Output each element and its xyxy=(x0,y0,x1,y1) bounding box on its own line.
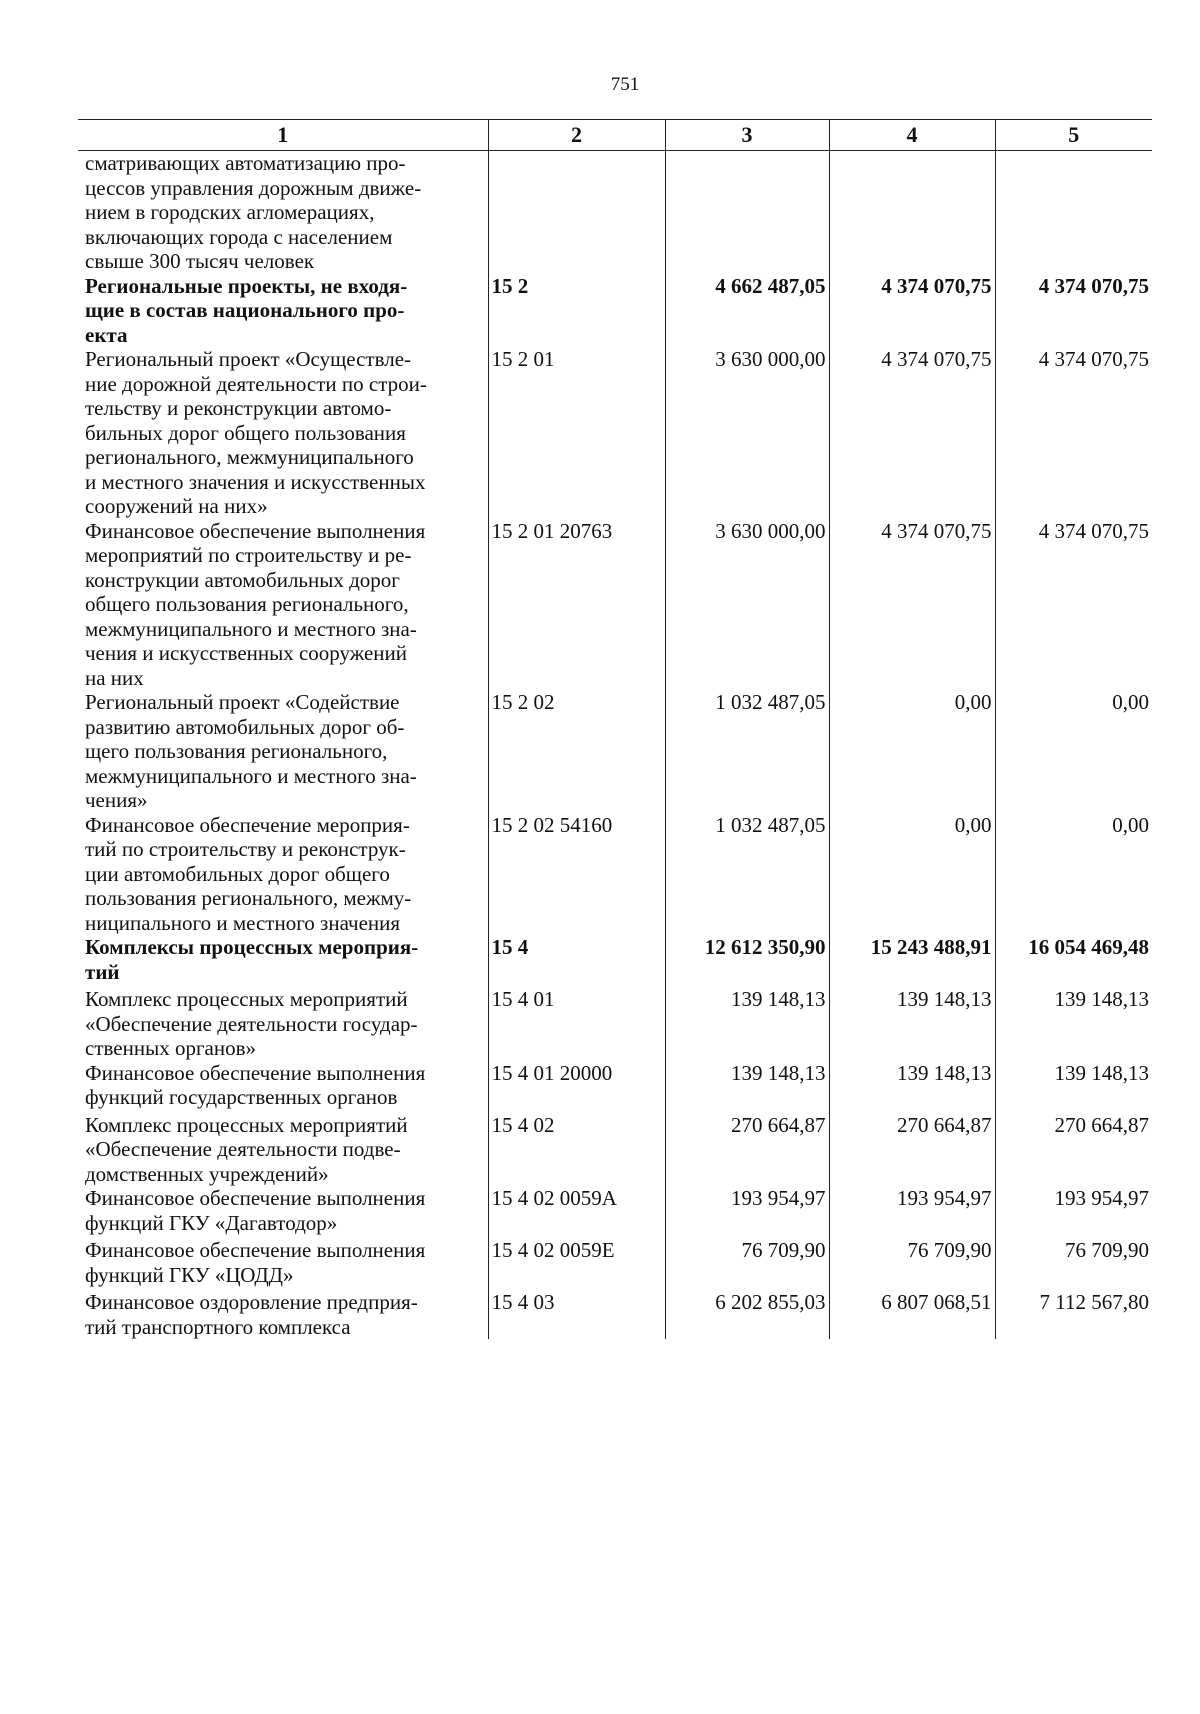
row-name-cell xyxy=(78,1186,488,1238)
table-row xyxy=(78,690,1152,813)
row-name-cell xyxy=(78,519,488,691)
table-row xyxy=(78,1113,1152,1187)
row-name-line: Финансовое обеспечение выполнения xyxy=(85,1186,426,1210)
row-name-line: тий по строительству и реконструк- xyxy=(85,837,406,861)
table-body xyxy=(78,151,1152,1340)
row-code-cell: 15 2 02 54160 xyxy=(488,813,665,936)
row-name-line: «Обеспечение деятельности подве- xyxy=(85,1137,401,1161)
table-row xyxy=(78,1186,1152,1238)
row-value-col4: 193 954,97 xyxy=(829,1186,995,1238)
row-name-line: функций ГКУ «ЦОДД» xyxy=(85,1262,294,1287)
row-code-cell: 15 4 01 20000 xyxy=(488,1061,665,1113)
row-name-line: конструкции автомобильных дорог xyxy=(85,567,400,592)
row-code-cell: 15 4 01 xyxy=(488,987,665,1061)
row-value-col3: 193 954,97 xyxy=(665,1186,829,1238)
row-name-line: Финансовое обеспечение выполнения xyxy=(85,1060,426,1085)
row-name-cell xyxy=(78,1061,488,1113)
row-value-col3 xyxy=(665,151,829,274)
row-value-col3: 270 664,87 xyxy=(665,1113,829,1187)
row-name-line: «Обеспечение деятельности государ- xyxy=(85,1011,418,1036)
row-name-line: пользования регионального, межму- xyxy=(85,886,412,910)
row-name-line: включающих города с населением xyxy=(85,224,393,249)
row-value-col5: 4 374 070,75 xyxy=(995,347,1152,519)
row-value-col4: 4 374 070,75 xyxy=(829,274,995,348)
row-name-line: регионального, межмуниципального xyxy=(85,445,414,469)
row-name-line: щего пользования регионального, xyxy=(85,739,388,763)
row-name-line: тельству и реконструкции автомо- xyxy=(85,396,392,420)
row-value-col5: 193 954,97 xyxy=(995,1186,1152,1238)
row-name-cell xyxy=(78,151,488,274)
row-value-col5: 7 112 567,80 xyxy=(995,1290,1152,1339)
row-code-cell: 15 4 xyxy=(488,935,665,987)
row-name-line: ственных органов» xyxy=(85,1036,257,1060)
row-name-line: домственных учреждений» xyxy=(85,1161,329,1186)
row-name-line: екта xyxy=(85,322,128,347)
row-code-cell xyxy=(488,151,665,274)
row-code-cell: 15 2 01 20763 xyxy=(488,519,665,691)
row-value-col3: 139 148,13 xyxy=(665,1061,829,1113)
row-name-line: щие в состав национального про- xyxy=(85,298,405,322)
row-value-col4: 4 374 070,75 xyxy=(829,347,995,519)
row-name-line: тий xyxy=(85,959,120,984)
row-name-line: межмуниципального и местного зна- xyxy=(85,763,417,788)
row-value-col3: 1 032 487,05 xyxy=(665,813,829,936)
row-value-col5: 139 148,13 xyxy=(995,987,1152,1061)
row-name-cell xyxy=(78,1238,488,1290)
row-value-col4: 139 148,13 xyxy=(829,1061,995,1113)
row-name-line: развитию автомобильных дорог об- xyxy=(85,714,405,739)
row-value-col3: 1 032 487,05 xyxy=(665,690,829,813)
column-header-2: 2 xyxy=(488,120,665,151)
row-value-col4: 76 709,90 xyxy=(829,1238,995,1290)
table-row xyxy=(78,1061,1152,1113)
row-value-col4: 0,00 xyxy=(829,690,995,813)
row-code-cell: 15 4 02 0059А xyxy=(488,1186,665,1238)
row-value-col3: 76 709,90 xyxy=(665,1238,829,1290)
column-header-4: 4 xyxy=(829,120,995,151)
table-row xyxy=(78,935,1152,987)
row-name-line: Региональный проект «Осуществле- xyxy=(85,347,412,371)
row-value-col5: 270 664,87 xyxy=(995,1113,1152,1187)
row-name-line: общего пользования регионального, xyxy=(85,592,409,616)
table-row xyxy=(78,347,1152,519)
row-value-col5: 4 374 070,75 xyxy=(995,519,1152,691)
row-value-col3: 6 202 855,03 xyxy=(665,1290,829,1339)
row-code-cell: 15 2 xyxy=(488,274,665,348)
row-name-line: цессов управления дорожным движе- xyxy=(85,175,422,200)
row-value-col4: 4 374 070,75 xyxy=(829,519,995,691)
row-name-line: свыше 300 тысяч человек xyxy=(85,249,315,273)
table-row xyxy=(78,813,1152,936)
row-value-col5: 139 148,13 xyxy=(995,1061,1152,1113)
row-name-line: чения» xyxy=(85,788,148,812)
row-name-line: тий транспортного комплекса xyxy=(85,1314,351,1339)
row-name-line: функций ГКУ «Дагавтодор» xyxy=(85,1210,338,1235)
row-value-col4: 270 664,87 xyxy=(829,1113,995,1187)
row-name-line: межмуниципального и местного зна- xyxy=(85,616,417,641)
header-row xyxy=(78,120,1152,151)
row-name-line: Комплексы процессных мероприя- xyxy=(85,935,419,959)
row-name-line: Региональный проект «Содействие xyxy=(85,690,400,714)
row-name-line: Финансовое обеспечение выполнения xyxy=(85,518,426,543)
row-value-col5 xyxy=(995,151,1152,274)
row-name-cell xyxy=(78,1290,488,1339)
table-row xyxy=(78,1238,1152,1290)
row-name-line: мероприятий по строительству и ре- xyxy=(85,543,412,567)
row-value-col5: 16 054 469,48 xyxy=(995,935,1152,987)
row-value-col5: 0,00 xyxy=(995,813,1152,936)
row-name-cell xyxy=(78,813,488,936)
row-value-col5: 4 374 070,75 xyxy=(995,274,1152,348)
row-value-col3: 139 148,13 xyxy=(665,987,829,1061)
row-name-line: ции автомобильных дорог общего xyxy=(85,861,390,886)
row-value-col3: 12 612 350,90 xyxy=(665,935,829,987)
row-name-line: Финансовое оздоровление предприя- xyxy=(85,1290,418,1314)
row-value-col5: 0,00 xyxy=(995,690,1152,813)
row-value-col4: 6 807 068,51 xyxy=(829,1290,995,1339)
row-name-cell xyxy=(78,690,488,813)
table-row xyxy=(78,274,1152,348)
table-row xyxy=(78,151,1152,274)
row-name-cell xyxy=(78,1113,488,1187)
row-code-cell: 15 4 03 xyxy=(488,1290,665,1339)
table-row xyxy=(78,519,1152,691)
column-header-3: 3 xyxy=(665,120,829,151)
row-value-col5: 76 709,90 xyxy=(995,1238,1152,1290)
row-name-line: Региональные проекты, не входя- xyxy=(85,273,408,298)
row-name-line: Комплекс процессных мероприятий xyxy=(85,987,408,1011)
row-value-col4: 15 243 488,91 xyxy=(829,935,995,987)
row-code-cell: 15 2 01 xyxy=(488,347,665,519)
row-name-line: нием в городских агломерациях, xyxy=(85,200,375,224)
row-value-col3: 4 662 487,05 xyxy=(665,274,829,348)
row-code-cell: 15 2 02 xyxy=(488,690,665,813)
row-name-line: и местного значения и искусственных xyxy=(85,469,426,494)
row-name-cell xyxy=(78,935,488,987)
table-row xyxy=(78,1290,1152,1339)
row-name-line: на них xyxy=(85,665,144,690)
budget-table xyxy=(78,119,1152,1339)
row-name-line: функций государственных органов xyxy=(85,1085,398,1109)
row-name-line: сооружений на них» xyxy=(85,494,268,518)
row-name-line: Финансовое обеспечение мероприя- xyxy=(85,812,410,837)
row-name-line: чения и искусственных сооружений xyxy=(85,641,408,665)
row-name-line: ние дорожной деятельности по строи- xyxy=(85,371,427,396)
row-value-col3: 3 630 000,00 xyxy=(665,519,829,691)
column-header-5: 5 xyxy=(995,120,1152,151)
row-name-line: бильных дорог общего пользования xyxy=(85,420,406,445)
row-code-cell: 15 4 02 0059Е xyxy=(488,1238,665,1290)
row-name-cell xyxy=(78,347,488,519)
row-name-cell xyxy=(78,987,488,1061)
row-value-col4: 0,00 xyxy=(829,813,995,936)
row-code-cell: 15 4 02 xyxy=(488,1113,665,1187)
table-row xyxy=(78,987,1152,1061)
row-value-col4 xyxy=(829,151,995,274)
row-name-line: Финансовое обеспечение выполнения xyxy=(85,1238,426,1262)
row-name-line: сматривающих автоматизацию про- xyxy=(85,151,406,175)
row-name-cell xyxy=(78,274,488,348)
row-value-col4: 139 148,13 xyxy=(829,987,995,1061)
row-value-col3: 3 630 000,00 xyxy=(665,347,829,519)
page-number: 751 xyxy=(610,74,640,95)
row-name-line: ниципального и местного значения xyxy=(85,910,401,935)
row-name-line: Комплекс процессных мероприятий xyxy=(85,1112,408,1137)
column-header-1: 1 xyxy=(78,120,488,151)
